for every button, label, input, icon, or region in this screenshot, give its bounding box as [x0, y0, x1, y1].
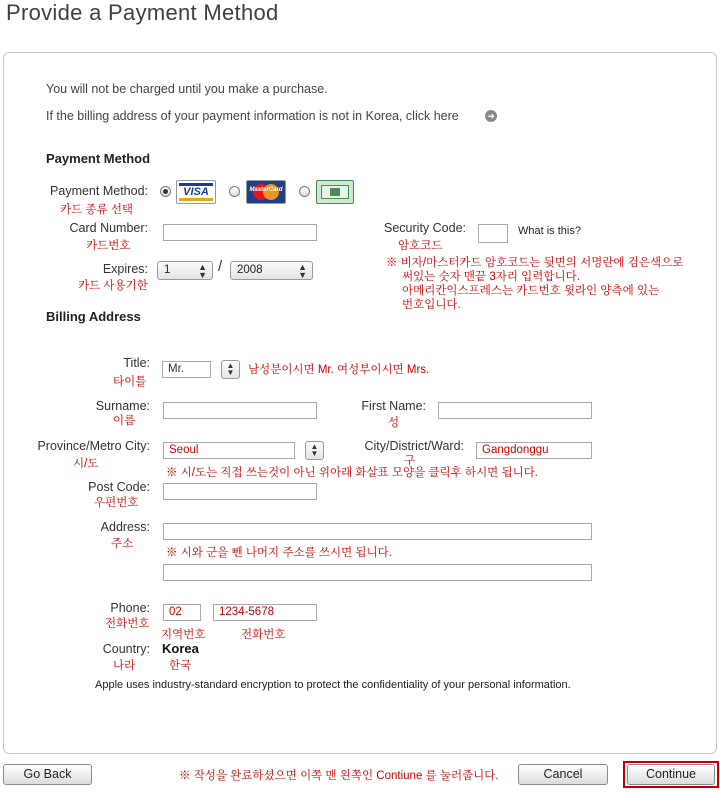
updown-arrow-icon: ▲ ▼ — [298, 262, 307, 280]
security-code-kr-label: 암호코드 — [398, 240, 443, 252]
expires-kr-label: 카드 사용기한 — [78, 280, 148, 292]
mastercard-text: MasterCard — [249, 187, 283, 193]
country-kr-label: 나라 — [113, 660, 136, 672]
charge-info-text: You will not be charged until you make a purchase. — [46, 82, 328, 96]
radio-mastercard[interactable] — [229, 186, 240, 197]
title-input[interactable]: Mr. — [162, 361, 211, 378]
expires-label: Expires: — [102, 262, 148, 276]
expires-month-value: 1 — [164, 264, 171, 276]
post-code-label: Post Code: — [88, 480, 150, 494]
mastercard-icon[interactable] — [246, 180, 286, 204]
first-name-label: First Name: — [361, 399, 426, 413]
page-title: Provide a Payment Method — [6, 0, 279, 25]
security-code-note-3: 아메리칸익스프레스는 카드번호 윗라인 양측에 있는 — [402, 285, 660, 297]
province-note: ※ 시/도는 직접 쓰는것이 아닌 위아래 화살표 모양을 클릭후 하시면 됩니다. — [166, 467, 538, 479]
expires-year-value: 2008 — [237, 264, 263, 276]
arrow-circle-icon[interactable]: ➜ — [485, 110, 497, 122]
post-code-kr-label: 우편번호 — [94, 497, 139, 509]
title-updown-arrow-icon[interactable]: ▲ ▼ — [221, 360, 240, 379]
continue-button[interactable]: Continue — [627, 764, 715, 785]
country-value-kr: 한국 — [169, 660, 192, 672]
address-line1-input[interactable] — [163, 523, 592, 540]
what-is-this-link[interactable]: What is this? — [518, 225, 581, 237]
surname-input[interactable] — [163, 402, 317, 419]
security-code-note-1: ※ 비자/마스터카드 암호코드는 뒷면의 서명란에 검은색으로 — [386, 257, 684, 269]
updown-arrow-icon: ▲ ▼ — [198, 262, 207, 280]
go-back-button[interactable]: Go Back — [3, 764, 92, 785]
post-code-input[interactable] — [163, 483, 317, 500]
title-kr-label: 타이틀 — [113, 376, 147, 388]
payment-method-label: Payment Method: — [50, 184, 148, 198]
expires-separator: / — [218, 258, 223, 275]
province-label: Province/Metro City: — [37, 439, 150, 453]
country-value: Korea — [162, 641, 199, 656]
payment-method-kr-label: 카드 종류 선택 — [60, 204, 134, 216]
encryption-note: Apple uses industry-standard encryption to protect the confidentiality of your personal information. — [95, 679, 571, 691]
province-kr-label: 시/도 — [73, 458, 99, 470]
title-label: Title: — [123, 356, 150, 370]
amex-card-icon[interactable] — [316, 180, 354, 204]
visa-card-text: VISA — [183, 186, 209, 198]
radio-amex[interactable] — [299, 186, 310, 197]
continue-instruction-note: ※ 작성을 완료하셨으면 이쪽 맨 왼쪽인 Contiune 를 눌러줍니다. — [179, 770, 499, 782]
radio-visa[interactable] — [160, 186, 171, 197]
surname-label: Surname: — [95, 399, 150, 413]
surname-kr-label: 이름 — [113, 415, 136, 427]
phone-area-input[interactable]: 02 — [163, 604, 201, 621]
province-updown-arrow-icon[interactable]: ▲ ▼ — [305, 441, 324, 460]
cancel-button[interactable]: Cancel — [518, 764, 608, 785]
security-code-note-4: 번호입니다. — [402, 299, 461, 311]
address-label: Address: — [100, 520, 150, 534]
first-name-input[interactable] — [438, 402, 592, 419]
card-number-label: Card Number: — [69, 221, 148, 235]
payment-method-heading: Payment Method — [46, 151, 151, 166]
billing-address-heading: Billing Address — [46, 309, 141, 324]
country-label: Country: — [102, 642, 150, 656]
first-name-kr-label: 성 — [388, 417, 400, 429]
billing-outside-korea-text: If the billing address of your payment information is not in Korea, click here — [46, 109, 459, 123]
security-code-input[interactable] — [478, 224, 508, 243]
expires-month-select[interactable] — [157, 261, 213, 280]
address-note: ※ 시와 군을 뺀 나머지 주소를 쓰시면 됩니다. — [166, 547, 392, 559]
card-number-kr-label: 카드번호 — [86, 240, 131, 252]
province-input[interactable]: Seoul — [163, 442, 295, 459]
phone-number-input[interactable]: 1234-5678 — [213, 604, 317, 621]
visa-card-icon[interactable] — [176, 180, 216, 204]
phone-label: Phone: — [110, 601, 150, 615]
address-line2-input[interactable] — [163, 564, 592, 581]
address-kr-label: 주소 — [111, 538, 134, 550]
expires-year-select[interactable] — [230, 261, 313, 280]
city-input[interactable]: Gangdonggu — [476, 442, 592, 459]
phone-number-kr-label: 전화번호 — [241, 629, 286, 641]
phone-area-kr-label: 지역번호 — [161, 629, 206, 641]
card-number-input[interactable] — [163, 224, 317, 241]
title-note: 남성분이시면 Mr. 여성부이시면 Mrs. — [248, 364, 430, 376]
security-code-note-2: 써있는 숫자 맨끝 3자리 입력합니다. — [402, 271, 580, 283]
phone-kr-label: 전화번호 — [105, 618, 150, 630]
security-code-label: Security Code: — [384, 221, 466, 235]
city-label: City/District/Ward: — [364, 439, 464, 453]
city-kr-label: 구 — [404, 455, 416, 467]
